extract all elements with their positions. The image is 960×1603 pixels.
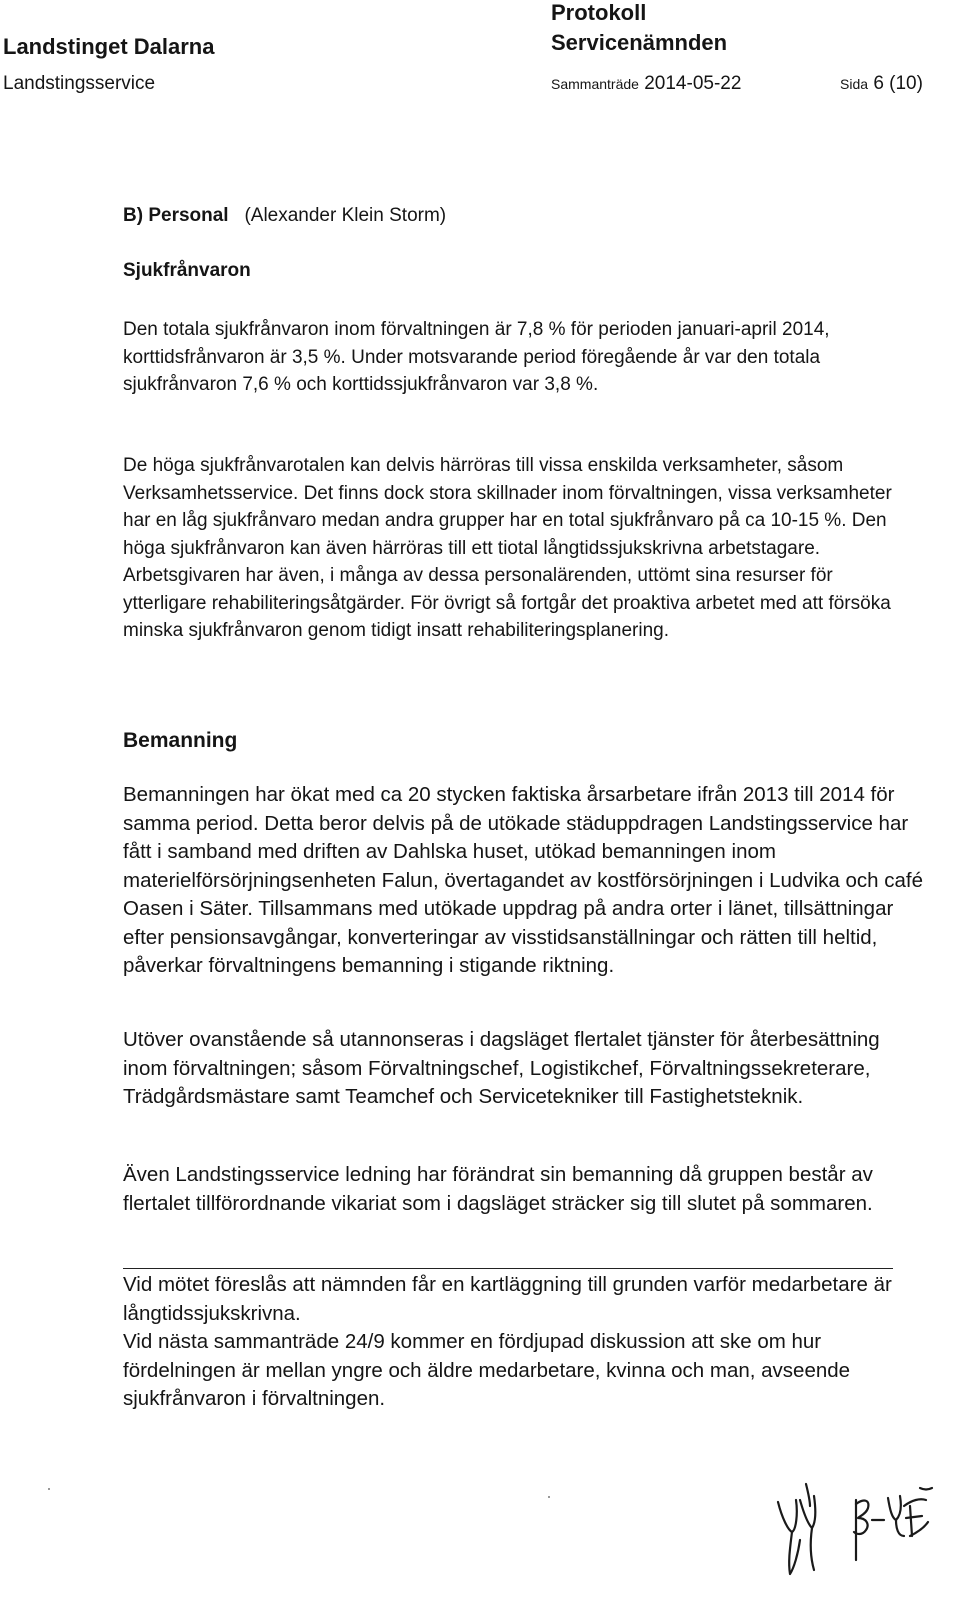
section-b-heading — [123, 205, 446, 227]
page-number: 6 (10) — [873, 73, 923, 94]
signature-initials — [770, 1470, 940, 1580]
meeting-label: Sammanträde — [551, 76, 639, 92]
meeting-date: 2014-05-22 — [644, 73, 742, 94]
sick-leave-paragraph-1: Den totala sjukfrånvaron inom förvaltningen är 7,8 % för perioden januari-april 2014, korttidsfrånvaron är 3,5 %. Under motsvarande period föregående år var den totala sjukfrånvaron 7,6 % och korttidssjukfrånvaron var 3,8 %. — [123, 319, 830, 395]
committee-name: Servicenämnden — [551, 30, 728, 55]
decision-note-1: Vid mötet föreslås att nämnden får en kartläggning till grunden varför medarbetare är långtidssjukskrivna. — [123, 1273, 892, 1325]
scan-speck — [548, 1496, 550, 1498]
sick-leave-paragraph-2: De höga sjukfrånvarotalen kan delvis härröras till vissa enskilda verksamheter, såsom Verksamhetsservice. Det finns dock stora skillnader inom förvaltningen, vissa verksamheter har en låg sjukfrånvaro medan andra grupper har en total sjukfrånvaro på ca 10-15 %. Den höga sjukfrånvaron kan även härröras till ett tiotal långtidssjukskrivna arbetstagare. Arbetsgivaren har även, i många av dessa personalärenden, uttömt sina resurser för ytterligare rehabiliteringsåtgärder. För övrigt så fortgår det proaktiva arbetet med att försöka minska sjukfrånvaron genom tidigt insatt rehabiliteringsplanering. — [123, 455, 892, 641]
staffing-heading: Bemanning — [123, 729, 238, 752]
decision-note-2: Vid nästa sammanträde 24/9 kommer en fördjupad diskussion att ske om hur fördelningen är mellan yngre och äldre medarbetare, kvinna och man, avseende sjukfrånvaron i förvaltningen. — [123, 1330, 851, 1410]
section-b-presenter: (Alexander Klein Storm) — [244, 205, 447, 226]
page-label: Sida — [840, 76, 869, 92]
staffing-paragraph-1: Bemanningen har ökat med ca 20 stycken faktiska årsarbetare ifrån 2013 till 2014 för samma period. Detta beror delvis på de utökade städuppdragen Landstingsservice har fått i samband med driften av Dahlska huset, utökad bemanningen inom materielförsörjningsenheten Falun, övertagandet av kostförsörjningen i Ludvika och café Oasen i Säter. Tillsammans med utökade uppdrag på andra orter i länet, tillsättningar efter pensionsavgångar, konverteringar av visstidsanställningar och rätten till heltid, påverkar förvaltningens bemanning i stigande riktning. — [123, 783, 923, 977]
organization-name: Landstinget Dalarna — [3, 34, 215, 59]
department-name: Landstingsservice — [3, 73, 156, 94]
sick-leave-heading: Sjukfrånvaron — [123, 260, 251, 281]
section-b-title: B) Personal — [123, 205, 229, 226]
staffing-paragraph-3: Även Landstingsservice ledning har förändrat sin bemanning då gruppen består av flertalet tillförordnande vikariat som i dagsläget sträcker sig till slutet på sommaren. — [123, 1163, 873, 1215]
meeting-info — [551, 73, 741, 95]
staffing-paragraph-2: Utöver ovanstående så utannonseras i dagsläget flertalet tjänster för återbesättning inom förvaltningen; såsom Förvaltningschef, Logistikchef, Förvaltningssekreterare, Trädgårdsmästare samt Teamchef och Servicetekniker till Fastighetsteknik. — [123, 1028, 880, 1108]
page-indicator — [840, 73, 923, 95]
notes-divider — [123, 1268, 893, 1269]
scan-speck — [48, 1488, 50, 1490]
document-type: Protokoll — [551, 0, 647, 25]
